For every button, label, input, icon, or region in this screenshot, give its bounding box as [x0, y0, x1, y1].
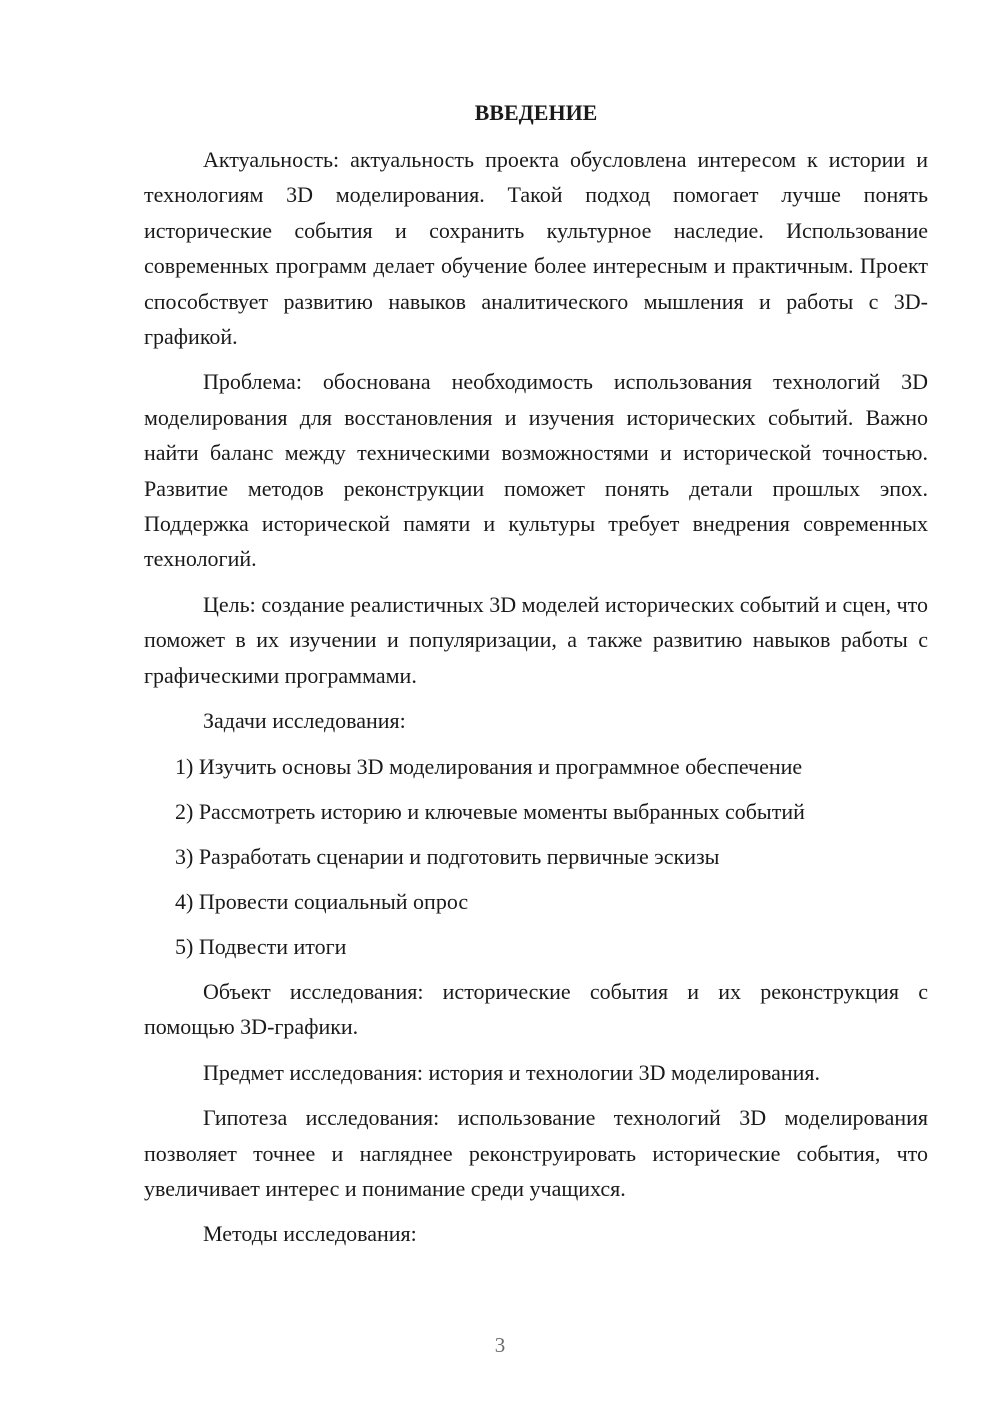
paragraph-subject: Предмет исследования: история и технологии 3D моделирования. [203, 1059, 821, 1085]
methods-heading: Методы исследования: [203, 1221, 417, 1247]
paragraph-hypothesis: Гипотеза исследования: использование технологий 3D моделирования позволяет точнее и нагляднее реконструировать исторические события, что увеличивает интерес и понимание среди учащихся. [144, 1105, 928, 1201]
page-content [144, 95, 928, 1262]
list-item: 1) Изучить основы 3D моделирования и программное обеспечение [175, 753, 803, 779]
tasks-list [144, 749, 928, 964]
paragraph-object: Объект исследования: исторические события и их реконструкция с помощью 3D-графики. [144, 978, 928, 1040]
paragraph-problem: Проблема: обоснована необходимость использования технологий 3D моделирования для восстановления и изучения исторических событий. Важно найти баланс между техническими возможностями и исторической точностью. Развитие методов реконструкции поможет понять детали прошлых эпох. Поддержка исторической памяти и культуры требует внедрения современных технологий. [144, 369, 928, 572]
list-item: 5) Подвести итоги [175, 933, 347, 959]
list-item: 2) Рассмотреть историю и ключевые моменты выбранных событий [175, 798, 805, 824]
tasks-heading: Задачи исследования: [203, 708, 406, 734]
page-number: 3 [494, 1333, 506, 1357]
list-item: 4) Провести социальный опрос [175, 888, 469, 914]
page-title: ВВЕДЕНИЕ [474, 100, 598, 125]
paragraph-goal: Цель: создание реалистичных 3D моделей исторических событий и сцен, что поможет в их изучении и популяризации, а также развитию навыков работы с графическими программами. [144, 591, 928, 688]
list-item: 3) Разработать сценарии и подготовить первичные эскизы [175, 843, 720, 869]
paragraph-relevance: Актуальность: актуальность проекта обусловлена интересом к истории и технологиям 3D моделирования. Такой подход помогает лучше понять исторические события и сохранить культурное наследие. Использование современных программ делает обучение более интересным и практичным. Проект способствует развитию навыков аналитического мышления и работы с 3D-графикой. [144, 147, 928, 350]
